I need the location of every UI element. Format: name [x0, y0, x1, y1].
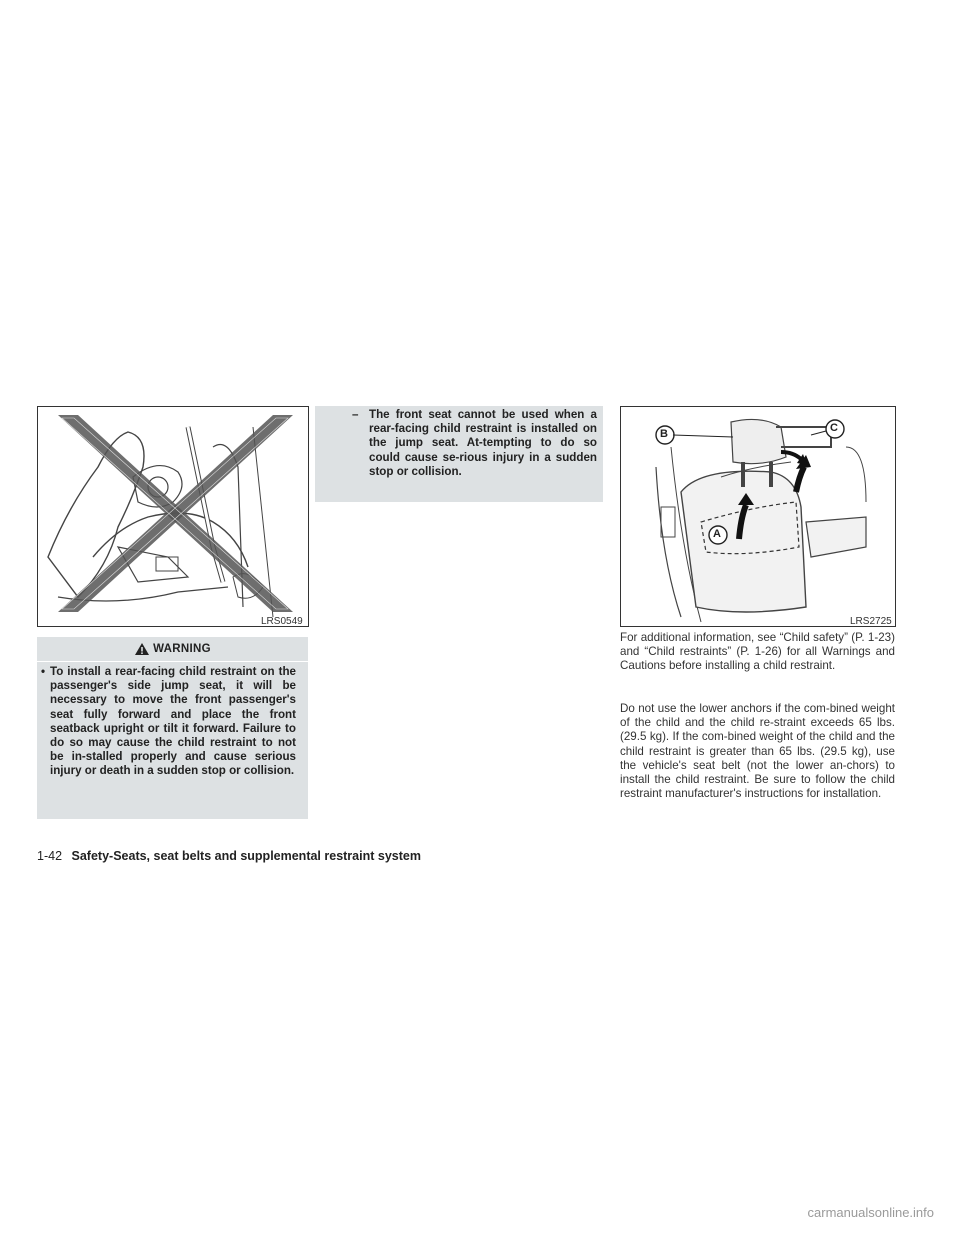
body-paragraph-1: For additional information, see “Child safety” (P. 1-23) and “Child restraints” (P. 1-26) for all Warnings and Cautions before installing a child restraint. [620, 631, 895, 673]
warning-triangle-icon [134, 642, 150, 656]
warning-bullet: • [41, 665, 46, 678]
body-paragraph-2: Do not use the lower anchors if the com-bined weight of the child and the child re-straint exceeds 65 lbs. (29.5 kg). If the com-bined weight of the child and the child restraint is greater than 65 lbs. (29.5 kg), use the vehicle's seat belt (not the lower an-chors) to install the child restraint. Be sure to follow the child restraint manufacturer's instructions for installation. [620, 702, 895, 801]
page-footer [37, 849, 421, 863]
label-a: A [713, 528, 721, 540]
figure-code-left: LRS0549 [261, 616, 303, 627]
dash-item-text: The front seat cannot be used when a rear-facing child restraint is installed on the jump seat. At-tempting to do so could cause se-rious injury in a sudden stop or collision. [369, 408, 597, 478]
warning-heading-text: WARNING [153, 643, 211, 655]
label-c-icon [811, 420, 844, 438]
child-seat-illustration [38, 407, 308, 626]
warning-text: To install a rear-facing child restraint on the passenger's side jump seat, it will be necessary to move the front passenger's seat fully forward and place the front seatback upright or tilt it forward. Failure to do so may cause the child restraint to not be in-stalled properly and cause serious injury or death in a sudden stop or collision. [50, 665, 296, 778]
prohibited-x-icon [58, 415, 293, 612]
figure-code-right: LRS2725 [850, 616, 892, 627]
section-title: Safety-Seats, seat belts and supplemental restraint system [71, 849, 421, 863]
figure-rear-facing-seat-prohibited [37, 406, 309, 627]
dash-mark: – [352, 408, 359, 421]
figure-jump-seat [620, 406, 896, 627]
watermark-text: carmanualsonline.info [807, 1205, 934, 1220]
label-b: B [660, 428, 668, 440]
label-c: C [830, 422, 838, 434]
warning-heading [37, 637, 308, 662]
page-number: 1-42 [37, 849, 63, 863]
